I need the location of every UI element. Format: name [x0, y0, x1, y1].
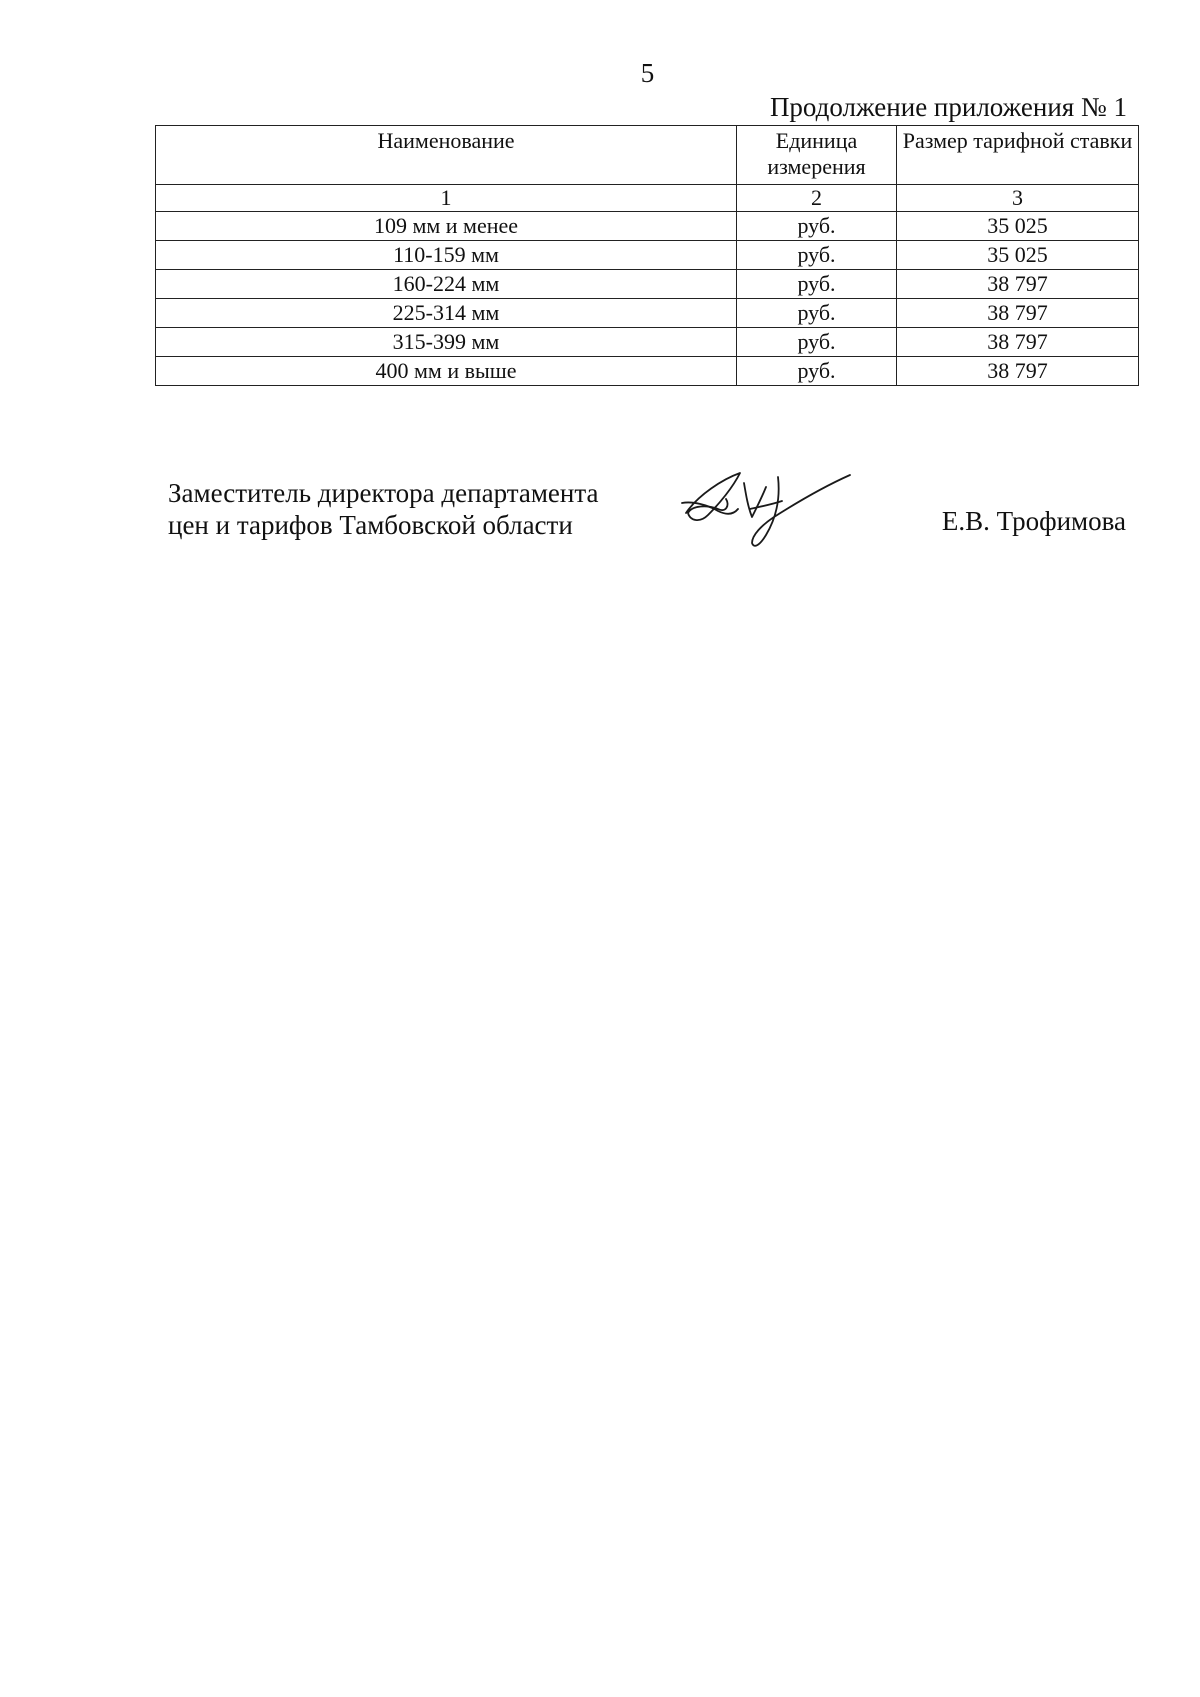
row-rate: 35 025: [897, 212, 1139, 241]
column-number: 1: [156, 185, 737, 212]
row-name: 110-159 мм: [156, 241, 737, 270]
row-rate: 35 025: [897, 241, 1139, 270]
position-line: Заместитель директора департамента: [168, 478, 599, 508]
page-number: 5: [640, 58, 655, 88]
signature-stroke: [744, 483, 766, 517]
row-unit: руб.: [737, 270, 897, 299]
header-name: Наименование: [156, 126, 737, 185]
row-name: 315-399 мм: [156, 328, 737, 357]
row-unit: руб.: [737, 328, 897, 357]
table-row: [156, 299, 1139, 328]
table-row: [156, 241, 1139, 270]
appendix-continuation-note: Продолжение приложения № 1: [769, 92, 1127, 122]
table-row: [156, 357, 1139, 386]
signature-stroke: [752, 475, 850, 546]
row-rate: 38 797: [897, 328, 1139, 357]
header-rate: Размер тарифной ставки: [897, 126, 1139, 185]
table-row: [156, 212, 1139, 241]
column-number-row: [156, 185, 1139, 212]
signatory-position: [168, 477, 598, 541]
row-name: 225-314 мм: [156, 299, 737, 328]
row-rate: 38 797: [897, 357, 1139, 386]
row-unit: руб.: [737, 299, 897, 328]
tariff-table: [155, 125, 1139, 386]
row-unit: руб.: [737, 241, 897, 270]
table-row: [156, 328, 1139, 357]
table-row: [156, 270, 1139, 299]
table-header-row: [156, 126, 1139, 185]
row-name: 400 мм и выше: [156, 357, 737, 386]
row-name: 160-224 мм: [156, 270, 737, 299]
column-number: 2: [737, 185, 897, 212]
row-unit: руб.: [737, 212, 897, 241]
position-line: цен и тарифов Тамбовской области: [168, 510, 573, 540]
handwritten-signature: [678, 465, 858, 550]
row-rate: 38 797: [897, 299, 1139, 328]
row-name: 109 мм и менее: [156, 212, 737, 241]
column-number: 3: [897, 185, 1139, 212]
row-rate: 38 797: [897, 270, 1139, 299]
header-unit: Единица измерения: [737, 126, 897, 185]
signer-name: Е.В. Трофимова: [941, 506, 1126, 536]
row-unit: руб.: [737, 357, 897, 386]
